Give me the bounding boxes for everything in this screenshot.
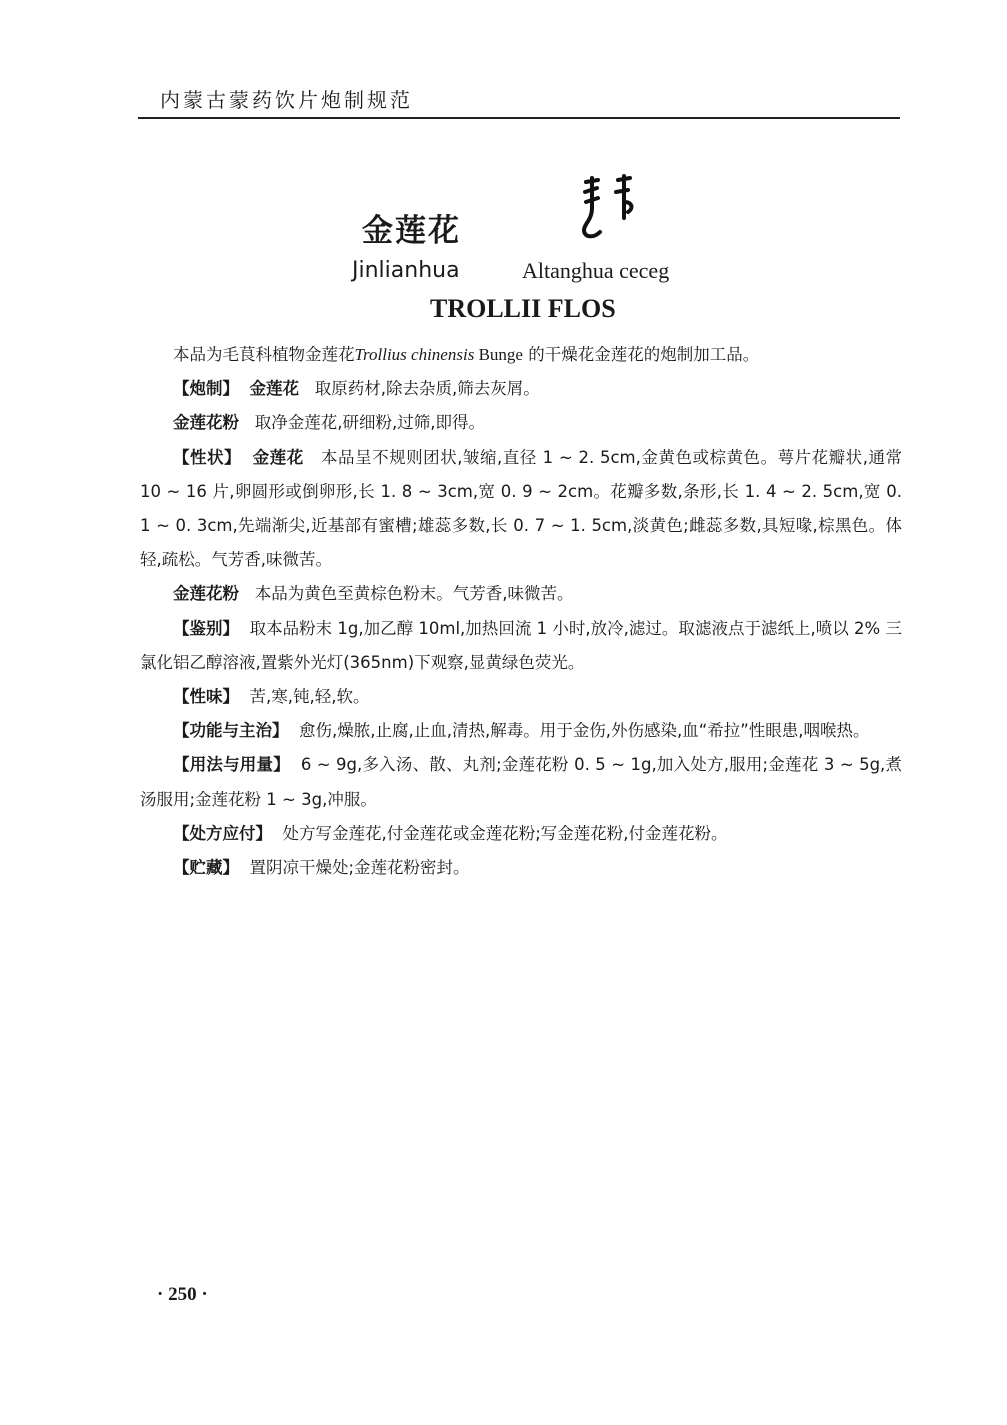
prescription-label: 【处方应付】 [173, 823, 272, 843]
usage-label: 【用法与用量】 [173, 755, 290, 775]
characters-sub2-label: 金莲花粉 [173, 584, 239, 604]
entry-mongolian-latin: Altanghua ceceg [522, 258, 670, 283]
processing-label: 【炮制】 [173, 379, 239, 399]
monograph-body [140, 338, 902, 885]
prescription-paragraph [140, 817, 902, 851]
characters-paragraph [140, 441, 902, 578]
intro-post: 的干燥花金莲花的炮制加工品。 [522, 345, 760, 364]
mongolian-script-title [580, 172, 640, 244]
functions-text: 愈伤,燥脓,止腐,止血,清热,解毒。用于金伤,外伤感染,血“希拉”性眼患,咽喉热。 [299, 721, 870, 741]
processing-powder-paragraph [140, 406, 902, 440]
processing-paragraph [140, 372, 902, 406]
processing-sub2-label: 金莲花粉 [173, 413, 239, 433]
storage-paragraph [140, 851, 902, 885]
mongolian-script-text: ᠠᠯᠲᠠᠩᠬᠤᠸᠠ ᠴᠡᠴᠡᠭ [590, 239, 620, 244]
functions-paragraph [140, 714, 902, 748]
running-header-title: 内蒙古蒙药饮片炮制规范 [160, 88, 413, 112]
usage-paragraph [140, 748, 902, 816]
prescription-text: 处方写金莲花,付金莲花或金莲花粉;写金莲花粉,付金莲花粉。 [282, 823, 728, 843]
characters-powder-paragraph [140, 577, 902, 611]
entry-latin-name: TROLLII FLOS [430, 294, 616, 323]
intro-pre: 本品为毛茛科植物金莲花 [173, 345, 355, 364]
usage-text: 6 ~ 9g,多入汤、散、丸剂;金莲花粉 0. 5 ~ 1g,加入处方,服用;金莲花 3 ~ 5g,煮汤服用;金莲花粉 1 ~ 3g,冲服。 [140, 755, 903, 809]
taste-paragraph [140, 680, 902, 714]
identification-text: 取本品粉末 1g,加乙醇 10ml,加热回流 1 小时,放冷,滤过。取滤液点于滤纸上,喷以 2% 三氯化铝乙醇溶液,置紫外光灯(365nm)下观察,显黄绿色荧光。 [140, 618, 902, 672]
processing-sub1-text: 取原药材,除去杂质,筛去灰屑。 [314, 379, 540, 399]
taste-text: 苦,寒,钝,轻,软。 [249, 687, 370, 707]
storage-label: 【贮藏】 [173, 858, 239, 878]
characters-sub2-text: 本品为黄色至黄棕色粉末。气芳香,味微苦。 [254, 584, 574, 604]
storage-text: 置阴凉干燥处;金莲花粉密封。 [249, 858, 470, 878]
species-author: Bunge [474, 345, 523, 364]
page-number: · 250 · [157, 1284, 208, 1305]
header-rule [138, 117, 900, 119]
identification-label: 【鉴别】 [173, 618, 240, 638]
species-name: Trollius chinensis [354, 345, 475, 364]
processing-sub2-text: 取净金莲花,研细粉,过筛,即得。 [254, 413, 485, 433]
entry-pinyin: Jinlianhua [352, 258, 460, 283]
characters-sub1-label: 金莲花 [252, 447, 304, 467]
processing-sub1-label: 金莲花 [249, 379, 299, 399]
taste-label: 【性味】 [173, 687, 239, 707]
functions-label: 【功能与主治】 [173, 721, 289, 741]
characters-sub1-text: 本品呈不规则团状,皱缩,直径 1 ~ 2. 5cm,金黄色或棕黄色。萼片花瓣状,通常 10 ~ 16 片,卵圆形或倒卵形,长 1. 8 ~ 3cm,宽 0. 9 ~ 2cm。花瓣多数,条形,长 1. 4 ~ 2. 5cm,宽 0. 1 ~ 0. 3cm,先端渐尖,近基部有蜜槽;雄蕊多数,长 0. 7 ~ 1. 5cm,淡黄色;雌蕊多数,具短喙,棕黑色。体轻,疏松。气芳香,味微苦。 [140, 447, 902, 570]
intro-paragraph [140, 338, 902, 372]
entry-title-chinese: 金莲花 [362, 213, 461, 249]
identification-paragraph [140, 612, 902, 680]
characters-label: 【性状】 [173, 447, 242, 467]
